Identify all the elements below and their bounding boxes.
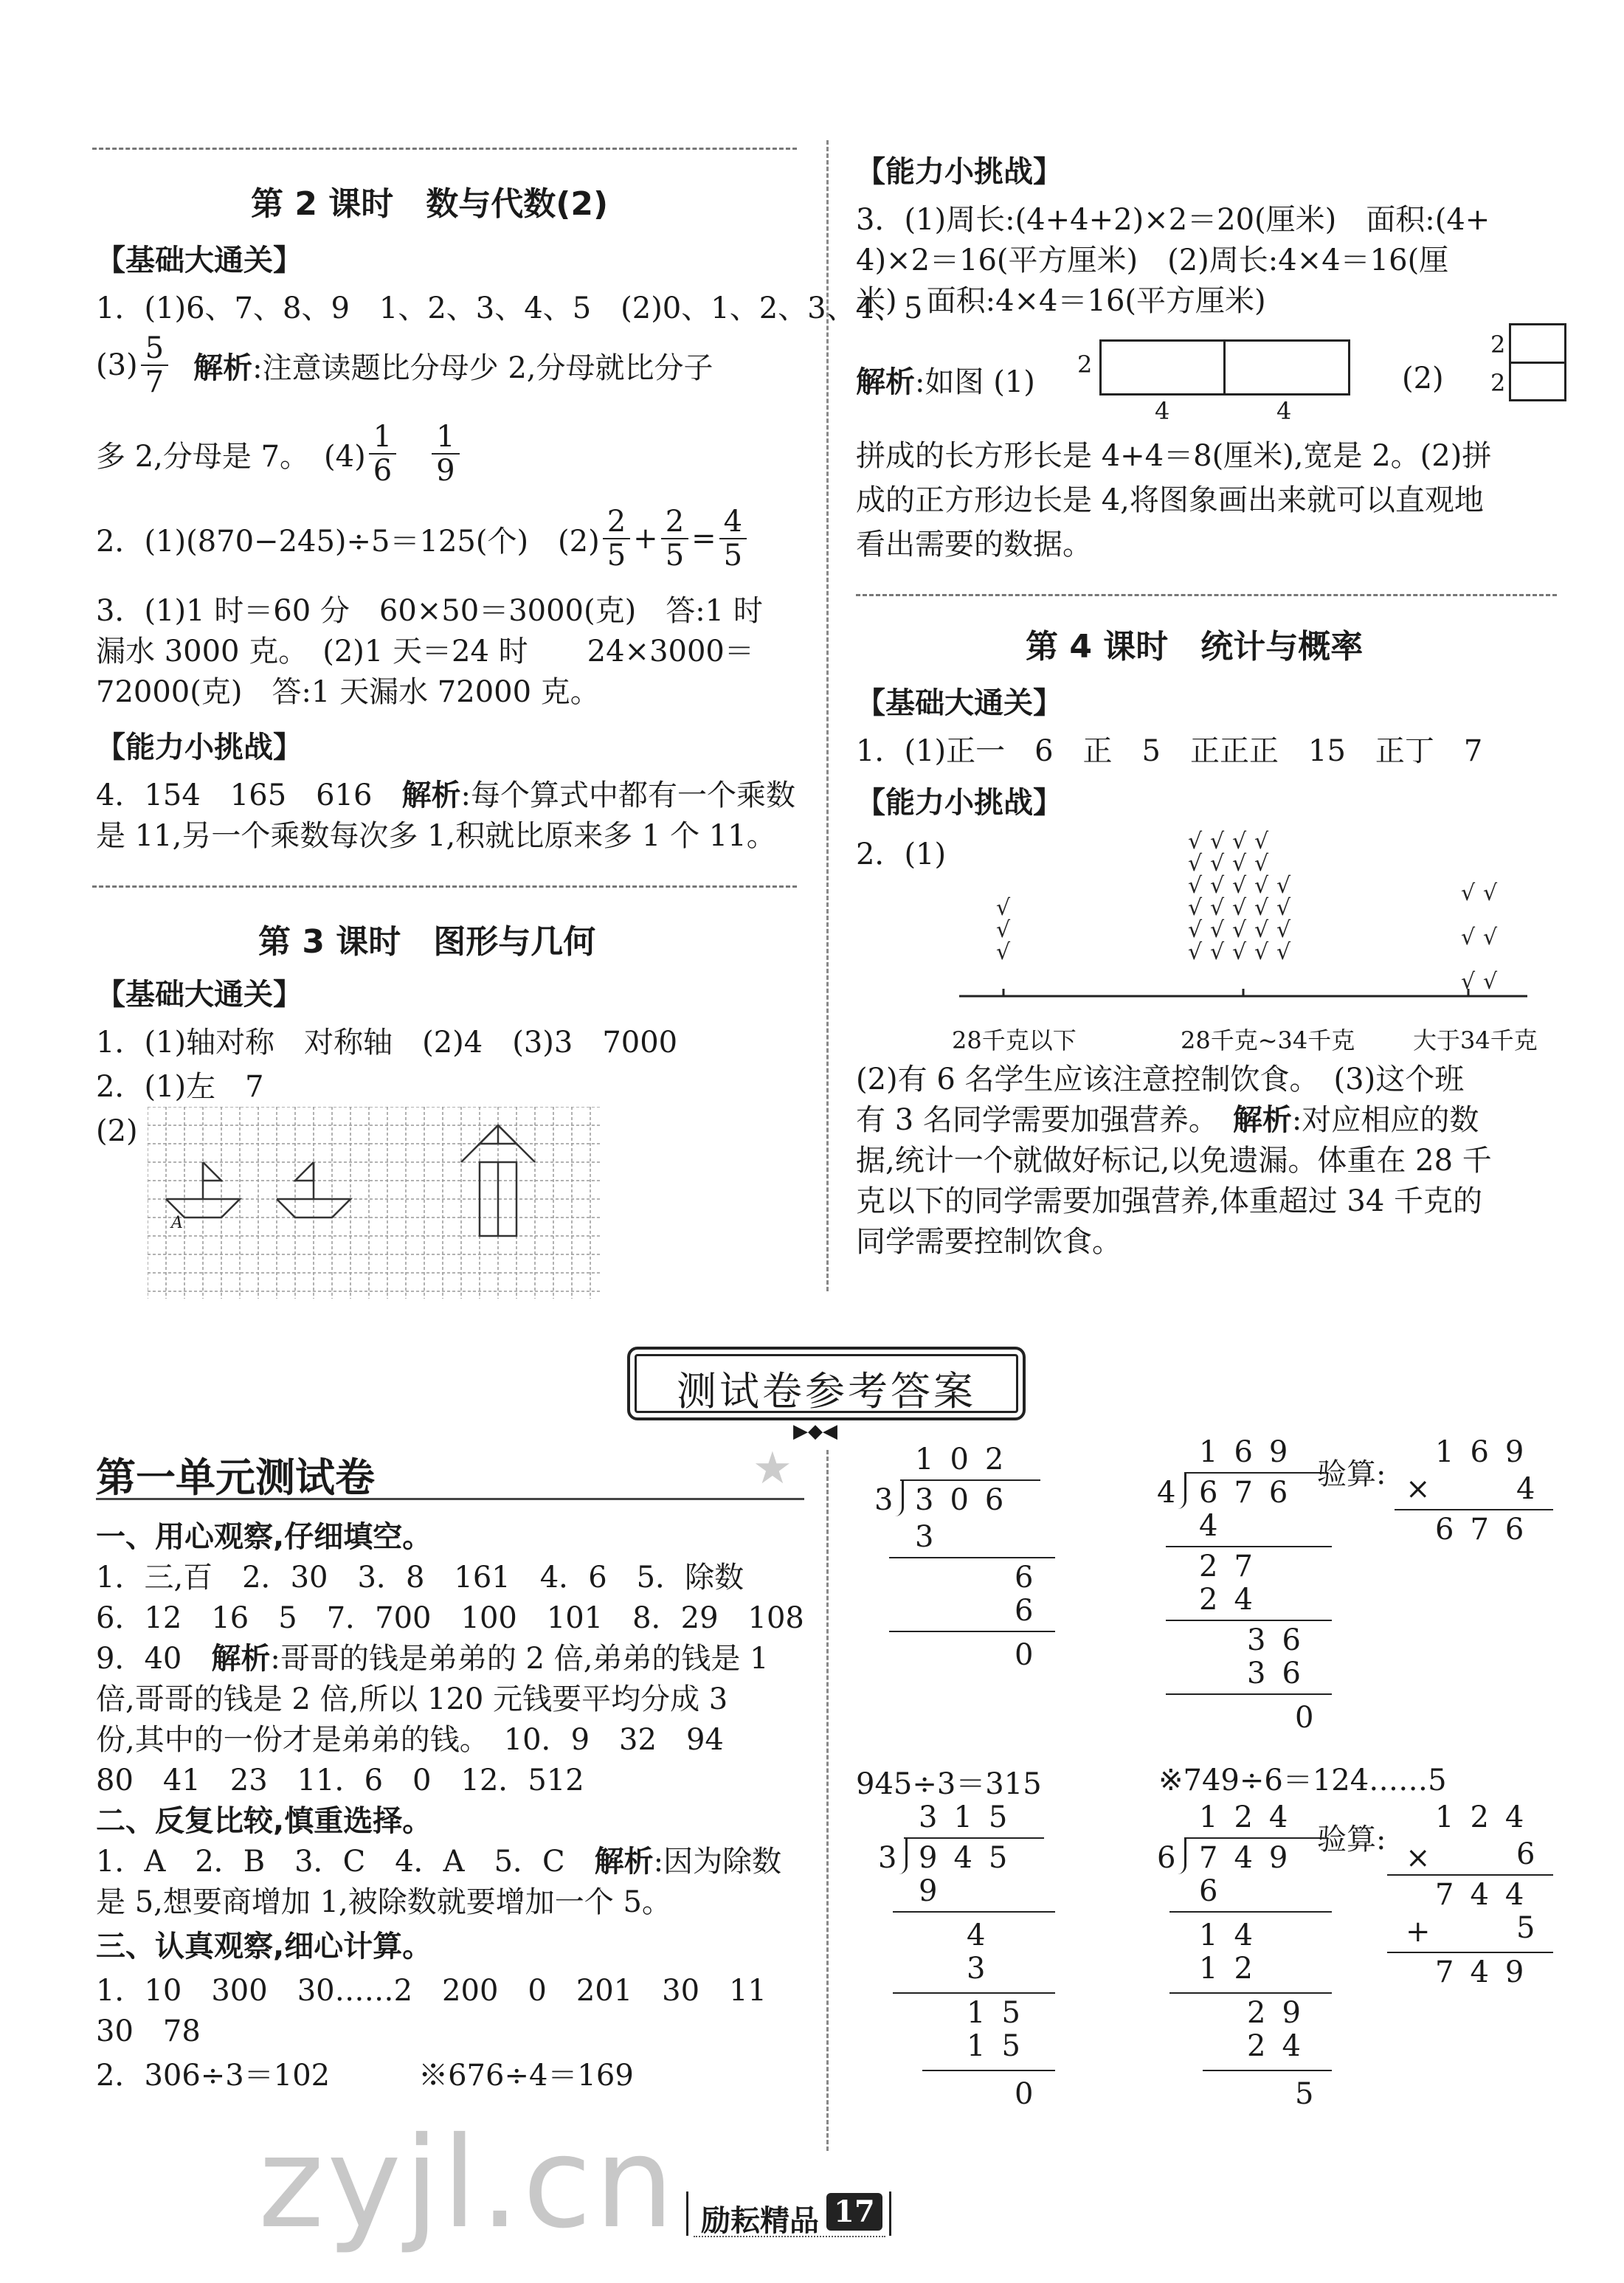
svg-text:√: √: [1276, 917, 1291, 943]
grid-label-a: A: [171, 1214, 183, 1232]
check2-op2: +: [1406, 1915, 1431, 1949]
lesson3-title: 第 3 课时 图形与几何: [258, 923, 596, 961]
ld1-divisor: 3: [874, 1483, 910, 1517]
fig2-label: (2): [1402, 362, 1444, 396]
svg-text:√: √: [1254, 873, 1269, 899]
test-s2a: [96, 1841, 781, 1882]
s2a-label: 解析: [594, 1844, 654, 1879]
ld3-step5: 15: [967, 2029, 1037, 2063]
lesson3-exp2: 成的正方形边长是 4,将图象画出来就可以直观地: [856, 483, 1484, 517]
svg-text:√: √: [1276, 939, 1291, 965]
ld4-step1: 6: [1199, 1874, 1234, 1908]
svg-text:√: √: [1232, 917, 1247, 943]
ld4-remainder: 5: [1295, 2077, 1330, 2111]
q2-frac1: [603, 505, 630, 572]
lesson4-challenge-tag: 【能力小挑战】: [856, 786, 1062, 820]
svg-text:√: √: [1188, 829, 1203, 854]
lesson4-title: 第 4 课时 统计与概率: [1026, 628, 1364, 666]
q2-f2n: 2: [661, 505, 688, 539]
column-divider: [826, 140, 829, 1291]
svg-text:√: √: [1232, 939, 1247, 965]
check1-result: 676: [1435, 1513, 1541, 1547]
lesson2-q1a: 1．(1)6、7、8、9 1、2、3、4、5 (2)0、1、2、3、4、5: [96, 291, 923, 325]
unit-title-underline: [96, 1498, 804, 1500]
q1c-f2d: 9: [436, 454, 455, 488]
ld4-divisor: 6: [1157, 1841, 1192, 1875]
watermark: zyjl.cn: [258, 2110, 677, 2256]
lesson3-q3a: 3．(1)周长:(4+4+2)×2＝20(厘米) 面积:(4+: [856, 203, 1490, 237]
fig2-h-b: 2: [1490, 369, 1506, 397]
ld4-dividend: 749: [1199, 1841, 1305, 1875]
q1c-frac2: [432, 421, 459, 487]
check2-label: 验算:: [1317, 1823, 1386, 1857]
check1-label: 验算:: [1317, 1457, 1386, 1491]
lesson3-exp1: 拼成的长方形长是 4+4＝8(厘米),宽是 2。(2)拼: [856, 439, 1492, 473]
lesson3-q2a: 2．(1)左 7: [96, 1070, 264, 1104]
q4a-label: 解析: [401, 778, 461, 812]
ld1-step2: 6: [1015, 1561, 1050, 1595]
svg-text:√: √: [1276, 895, 1291, 921]
lesson3-q1: 1．(1)轴对称 对称轴 (2)4 (3)3 7000: [96, 1026, 678, 1060]
ld3-step3: 3: [967, 1952, 1002, 1986]
q2-plus: +: [633, 522, 658, 556]
test-s1-heading: 一、用心观察,仔细填空。: [96, 1520, 432, 1554]
q2-eq: =: [691, 522, 716, 556]
lesson2-basic-tag: 【基础大通关】: [96, 244, 303, 277]
svg-text:√: √: [1210, 851, 1225, 877]
ans2-label: 解析: [1232, 1102, 1292, 1137]
ld2-step5: 36: [1247, 1657, 1317, 1690]
svg-text:√: √: [1188, 851, 1203, 877]
ld3-quotient: 315: [919, 1800, 1024, 1834]
test-s3c: 2．306÷3＝102 ※676÷4＝169: [96, 2059, 634, 2093]
q2-f3n: 4: [719, 505, 747, 539]
eq-749: ※749÷6＝124……5: [1158, 1764, 1447, 1797]
tally-cat-1: 28千克以下: [952, 1026, 1077, 1054]
q2-f2d: 5: [665, 539, 685, 573]
test-s2-heading: 二、反复比较,慎重选择。: [96, 1804, 432, 1838]
svg-text:√: √: [1461, 969, 1476, 995]
svg-text:√: √: [1188, 873, 1203, 899]
lesson2-q3b: 漏水 3000 克。 (2)1 天＝24 时 24×3000＝: [96, 635, 754, 669]
lesson3-q3c: 米) 面积:4×4＝16(平方厘米): [856, 284, 1266, 318]
s1c-pre: 9．40: [96, 1642, 212, 1676]
q1b-den: 7: [145, 365, 165, 399]
check2-result1: 744: [1435, 1878, 1541, 1912]
divider-right: [856, 594, 1557, 596]
lesson3-fig-caption: [856, 362, 1035, 403]
lesson4-ans1: (2)有 6 名学生应该注意控制饮食。 (3)这个班: [856, 1063, 1465, 1096]
lesson2-q3a: 3．(1)1 时＝60 分 60×50＝3000(克) 答:1 时: [96, 594, 763, 628]
ans2-text: :对应相应的数: [1291, 1103, 1479, 1137]
lesson2-q4a: [96, 775, 795, 816]
lesson4-ans3: 据,统计一个就做好标记,以免遗漏。体重在 28 千: [856, 1144, 1492, 1178]
fig1-width-b: 4: [1276, 397, 1292, 425]
lesson2-q4b: 是 11,另一个乘数每次多 1,积就比原来多 1 个 11。: [96, 819, 776, 853]
s2a-pre: 1．A 2．B 3．C 4．A 5．C: [96, 1845, 595, 1879]
svg-text:√: √: [1210, 939, 1225, 965]
lesson4-ans5: 同学需要控制饮食。: [856, 1225, 1122, 1259]
q2-frac2: [661, 505, 688, 572]
svg-text:√: √: [1232, 829, 1247, 854]
footer-bar-right: [889, 2192, 891, 2236]
lesson3-q3b: 4)×2＝16(平方厘米) (2)周长:4×4＝16(厘: [856, 244, 1449, 277]
lesson2-q1b: [96, 332, 713, 398]
s1c-label: 解析: [211, 1641, 271, 1676]
tally-chart: [952, 826, 1542, 1004]
q1b-num: 5: [141, 332, 168, 366]
fig1-split: [1223, 339, 1226, 396]
svg-text:√: √: [1210, 829, 1225, 854]
eq-945: 945÷3＝315: [856, 1767, 1042, 1801]
q2-f1d: 5: [607, 539, 626, 573]
test-column-divider: [826, 1450, 829, 2151]
fig1-width-a: 4: [1155, 397, 1170, 425]
svg-text:√: √: [1188, 895, 1203, 921]
footer-brand: 励耘精品: [701, 2204, 819, 2238]
lesson4-basic-tag: 【基础大通关】: [856, 686, 1062, 720]
lesson4-ans2: [856, 1099, 1479, 1141]
ld4-step3: 12: [1199, 1952, 1269, 1986]
check2-b: 6: [1516, 1837, 1552, 1871]
star-icon: ★: [753, 1443, 792, 1494]
page-number: 17: [826, 2193, 882, 2231]
lesson2-title: 第 2 课时 数与代数(2): [251, 185, 609, 223]
q1b-pre: (3): [96, 348, 138, 382]
check1-b: 4: [1516, 1472, 1552, 1506]
lesson4-q2: 2．(1): [856, 837, 947, 871]
lesson3-q2b: (2): [96, 1114, 138, 1148]
ld2-step3: 24: [1199, 1583, 1269, 1617]
q1c-frac1: [369, 421, 396, 487]
test-banner-text: 测试卷参考答案: [677, 1368, 976, 1415]
ld3-step1: 9: [919, 1874, 954, 1908]
tick: √: [996, 939, 1011, 965]
lesson3-challenge-tag: 【能力小挑战】: [856, 155, 1062, 189]
svg-text:√: √: [1188, 939, 1203, 965]
footer-underline: [694, 2236, 885, 2237]
lesson4-ans4: 克以下的同学需要加强营养,体重超过 34 千克的: [856, 1184, 1483, 1218]
test-s2b: 是 5,想要商增加 1,被除数就要增加一个 5。: [96, 1885, 671, 1919]
q2-f3d: 5: [723, 539, 743, 573]
ld1-dividend: 306: [915, 1483, 1020, 1517]
check2-c: 5: [1516, 1911, 1552, 1945]
ans2-pre: 有 3 名同学需要加强营养。: [856, 1103, 1233, 1137]
ld1-step1: 3: [915, 1520, 950, 1554]
tally-cat-2: 28千克~34千克: [1181, 1026, 1355, 1054]
q1b-text: :注意读题比分母少 2,分母就比分子: [252, 350, 713, 385]
lesson2-q1c: [96, 421, 463, 487]
test-s1d: 倍,哥哥的钱是 2 倍,所以 120 元钱要平均分成 3: [96, 1682, 728, 1716]
test-s1a: 1．三,百 2．30 3．8 161 4．6 5．除数: [96, 1561, 744, 1595]
svg-text:√: √: [1188, 917, 1203, 943]
svg-text:√: √: [1461, 925, 1476, 950]
svg-text:√: √: [1210, 895, 1225, 921]
svg-text:√: √: [1461, 880, 1476, 906]
q2-f1n: 2: [603, 505, 630, 539]
q1c-f1d: 6: [373, 454, 393, 488]
q1c-pre: 多 2,分母是 7。 (4): [96, 439, 366, 474]
q1b-fraction: [141, 332, 168, 398]
svg-text:√: √: [1210, 917, 1225, 943]
test-s1f: 80 41 23 11．6 0 12．512: [96, 1764, 584, 1797]
ld3-step4: 15: [967, 1996, 1037, 2030]
ld3-step2: 4: [967, 1918, 1002, 1952]
unit-test-title: 第一单元测试卷: [96, 1454, 375, 1501]
fig2-split: [1509, 362, 1566, 364]
ld1-remainder: 0: [1015, 1638, 1050, 1672]
banner-arrows-icon: ▶◆◀: [793, 1420, 837, 1443]
lesson2-challenge-tag: 【能力小挑战】: [96, 731, 303, 764]
ld2-dividend: 676: [1199, 1476, 1305, 1510]
test-s3a: 1．10 300 30……2 200 0 201 30 11: [96, 1974, 767, 2008]
divider-mid-left: [92, 885, 797, 888]
q4a-pre: 4．154 165 616: [96, 778, 402, 812]
svg-text:√: √: [1210, 873, 1225, 899]
q2-pre: 2．(1)(870−245)÷5＝125(个) (2): [96, 524, 600, 559]
test-s1b: 6．12 16 5 7．700 100 101 8．29 108: [96, 1601, 804, 1635]
s2a-text: :因为除数: [653, 1845, 782, 1879]
ld4-step2: 14: [1199, 1918, 1269, 1952]
svg-text:√: √: [1276, 873, 1291, 899]
lesson3-basic-tag: 【基础大通关】: [96, 978, 303, 1012]
ld3-dividend: 945: [919, 1841, 1024, 1875]
ld2-divisor: 4: [1157, 1476, 1192, 1510]
ld2-quotient: 169: [1199, 1435, 1305, 1469]
q2-frac3: [719, 505, 747, 572]
fig2-h-a: 2: [1490, 331, 1506, 359]
check2-result2: 749: [1435, 1955, 1541, 1989]
ld2-step1: 4: [1199, 1509, 1234, 1543]
svg-text:√: √: [1254, 939, 1269, 965]
lesson4-q1: 1．(1)正一 6 正 5 正正正 15 正丁 7: [856, 734, 1483, 768]
symmetry-grid-figure: [148, 1107, 601, 1299]
fig1-height: 2: [1077, 350, 1093, 379]
ld2-step4: 36: [1247, 1623, 1317, 1657]
tick: √: [996, 895, 1011, 921]
check2-a: 124: [1435, 1800, 1541, 1834]
check1-a: 169: [1435, 1435, 1541, 1469]
svg-text:√: √: [1483, 969, 1498, 995]
lesson2-q2: [96, 505, 750, 572]
test-s3-heading: 三、认真观察,细心计算。: [96, 1930, 432, 1963]
ld1-quotient: 102: [915, 1443, 1020, 1476]
ld3-remainder: 0: [1015, 2077, 1050, 2111]
test-s3b: 30 78: [96, 2014, 201, 2048]
ld3-divisor: 3: [878, 1841, 913, 1875]
svg-text:√: √: [1483, 880, 1498, 906]
ld1-step3: 6: [1015, 1594, 1050, 1628]
q1c-f2n: 1: [432, 421, 459, 455]
svg-text:√: √: [1232, 873, 1247, 899]
tally-cat-3: 大于34千克: [1413, 1026, 1538, 1054]
lesson3-exp3: 看出需要的数据。: [856, 528, 1092, 562]
svg-text:√: √: [1232, 851, 1247, 877]
fig-label: 解析: [856, 365, 915, 399]
ld4-step5: 24: [1247, 2029, 1317, 2063]
svg-text:√: √: [1254, 829, 1269, 854]
lesson2-q3c: 72000(克) 答:1 天漏水 72000 克。: [96, 675, 600, 709]
ld2-step2: 27: [1199, 1550, 1269, 1583]
q4a-text: :每个算式中都有一个乘数: [460, 778, 795, 812]
test-s1e: 份,其中的一份才是弟弟的钱。 10．9 32 94: [96, 1723, 724, 1757]
check2-op: ×: [1406, 1841, 1431, 1875]
q1b-label: 解析: [193, 350, 253, 385]
svg-text:√: √: [1483, 925, 1498, 950]
svg-text:√: √: [1232, 895, 1247, 921]
svg-text:√: √: [1254, 895, 1269, 921]
ld2-remainder: 0: [1295, 1701, 1330, 1735]
s1c-text: :哥哥的钱是弟弟的 2 倍,弟弟的钱是 1: [270, 1642, 769, 1676]
divider-top-left: [92, 148, 797, 150]
tick: √: [996, 917, 1011, 943]
svg-text:√: √: [1254, 851, 1269, 877]
q1c-f1n: 1: [369, 421, 396, 455]
fig-text: :如图 (1): [915, 365, 1035, 399]
test-s1c: [96, 1638, 769, 1679]
check1-op: ×: [1406, 1472, 1431, 1506]
footer-bar-left: [686, 2192, 688, 2236]
ld4-step4: 29: [1247, 1996, 1317, 2030]
svg-text:√: √: [1254, 917, 1269, 943]
ld4-quotient: 124: [1199, 1800, 1305, 1834]
